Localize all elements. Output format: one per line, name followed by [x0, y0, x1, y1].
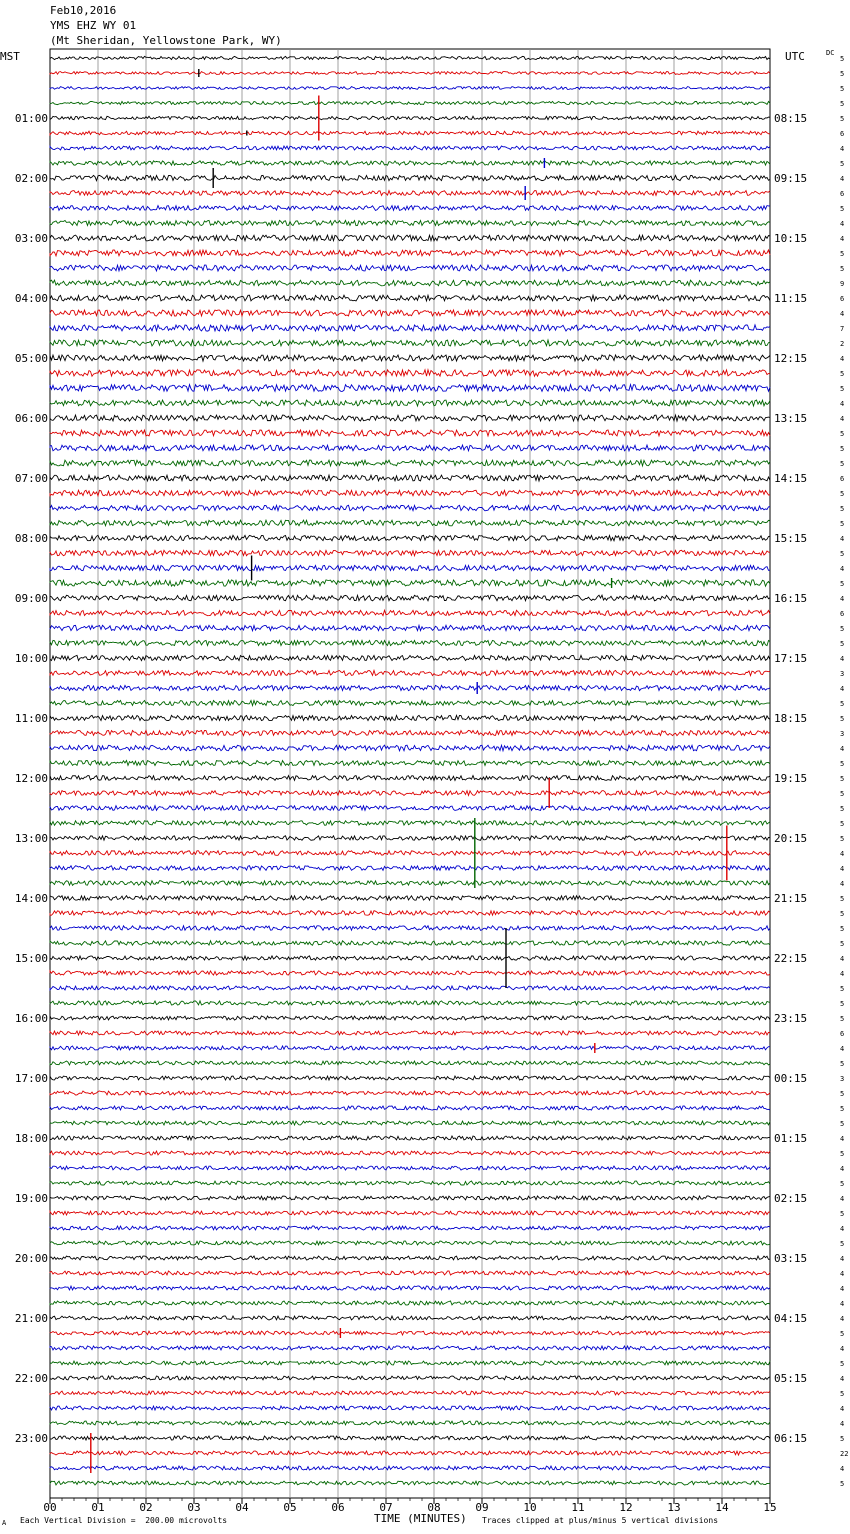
- trace-row: [50, 1031, 770, 1035]
- dc-offset-label: 4: [840, 1255, 845, 1263]
- right-hour-label: 17:15: [774, 652, 808, 665]
- trace-row: [50, 191, 770, 196]
- trace-row: [50, 370, 770, 376]
- dc-offset-label: 5: [840, 1015, 845, 1023]
- dc-offset-label: 4: [840, 595, 845, 603]
- left-hour-label: 21:00: [14, 1312, 48, 1325]
- trace-row: [50, 146, 770, 150]
- trace-row: [50, 836, 770, 841]
- dc-offset-label: 6: [840, 610, 845, 618]
- trace-row: [50, 866, 770, 871]
- dc-offset-label: 4: [840, 880, 845, 888]
- trace-row: [50, 926, 770, 931]
- trace-row: [50, 206, 770, 211]
- right-hour-label: 20:15: [774, 832, 808, 845]
- right-hour-label: 02:15: [774, 1192, 808, 1205]
- right-hour-label: 21:15: [774, 892, 808, 905]
- left-hour-label: 05:00: [14, 352, 48, 365]
- trace-row: [50, 220, 770, 225]
- dc-offset-label: 6: [840, 475, 845, 483]
- dc-offset-label: 5: [840, 1180, 845, 1188]
- dc-offset-label: 4: [840, 1225, 845, 1233]
- dc-offset-label: 4: [840, 1165, 845, 1173]
- dc-offset-label: 3: [840, 730, 845, 738]
- trace-row: [50, 640, 770, 645]
- trace-row: [50, 1361, 770, 1365]
- dc-offset-label: 4: [840, 1285, 845, 1293]
- dc-offset-label: 4: [840, 310, 845, 318]
- dc-offset-label: 4: [840, 415, 845, 423]
- left-hour-label: 23:00: [14, 1432, 48, 1445]
- trace-row: [50, 806, 770, 811]
- right-hour-label: 04:15: [774, 1312, 808, 1325]
- dc-offset-label: 5: [840, 1000, 845, 1008]
- trace-row: [50, 161, 770, 165]
- x-tick-label: 03: [187, 1501, 201, 1514]
- dc-offset-label: 5: [840, 625, 845, 633]
- trace-row: [50, 490, 770, 496]
- dc-offset-label: 3: [840, 1075, 845, 1083]
- trace-row: [50, 821, 770, 826]
- dc-offset-label: 5: [840, 100, 845, 108]
- right-timezone-label: UTC: [785, 50, 805, 63]
- right-hour-label: 22:15: [774, 952, 808, 965]
- trace-row: [50, 715, 770, 720]
- dc-offset-label: 4: [840, 970, 845, 978]
- trace-row: [50, 1076, 770, 1080]
- x-tick-label: 05: [283, 1501, 297, 1514]
- right-hour-label: 18:15: [774, 712, 808, 725]
- dc-offset-label: 5: [840, 910, 845, 918]
- scale-note: Each Vertical Division = 200.00 microvolts: [20, 1516, 228, 1525]
- dc-offset-label: 4: [840, 1345, 845, 1353]
- trace-row: [50, 1436, 770, 1440]
- trace-row: [50, 1481, 770, 1485]
- trace-row: [50, 730, 770, 735]
- dc-offset-label: 22: [840, 1450, 849, 1458]
- trace-row: [50, 1286, 770, 1290]
- right-hour-label: 10:15: [774, 232, 808, 245]
- trace-row: [50, 116, 770, 119]
- trace-row: [50, 1391, 770, 1395]
- trace-row: [50, 670, 770, 675]
- trace-row: [50, 1346, 770, 1350]
- trace-row: [50, 1406, 770, 1410]
- left-hour-label: 01:00: [14, 112, 48, 125]
- right-hour-label: 23:15: [774, 1012, 808, 1025]
- left-hour-label: 22:00: [14, 1372, 48, 1385]
- trace-row: [50, 520, 770, 526]
- trace-row: [50, 685, 770, 690]
- dc-offset-label: 5: [840, 55, 845, 63]
- dc-offset-label: 3: [840, 670, 845, 678]
- dc-offset-label: 5: [840, 895, 845, 903]
- left-hour-label: 10:00: [14, 652, 48, 665]
- left-hour-label: 07:00: [14, 472, 48, 485]
- dc-offset-label: 5: [840, 805, 845, 813]
- trace-row: [50, 250, 770, 256]
- dc-offset-label: 5: [840, 1090, 845, 1098]
- dc-offset-label: 7: [840, 325, 845, 333]
- x-tick-label: 02: [139, 1501, 153, 1514]
- right-hour-label: 00:15: [774, 1072, 808, 1085]
- dc-offset-label: 4: [840, 1420, 845, 1428]
- left-hour-label: 17:00: [14, 1072, 48, 1085]
- dc-offset-label: 5: [840, 925, 845, 933]
- x-tick-label: 11: [571, 1501, 585, 1514]
- dc-offset-label: 5: [840, 1120, 845, 1128]
- header-date: Feb10,2016: [50, 4, 117, 17]
- trace-row: [50, 941, 770, 945]
- left-hour-label: 14:00: [14, 892, 48, 905]
- trace-row: [50, 1451, 770, 1455]
- right-hour-label: 01:15: [774, 1132, 808, 1145]
- trace-row: [50, 1211, 770, 1215]
- dc-offset-label: 4: [840, 1300, 845, 1308]
- left-hour-label: 11:00: [14, 712, 48, 725]
- dc-offset-label: 4: [840, 355, 845, 363]
- right-hour-label: 16:15: [774, 592, 808, 605]
- dc-offset-label: 4: [840, 535, 845, 543]
- dc-offset-label: 6: [840, 130, 845, 138]
- trace-row: [50, 851, 770, 856]
- right-hour-label: 14:15: [774, 472, 808, 485]
- dc-offset-label: 5: [840, 1390, 845, 1398]
- dc-offset-label: 5: [840, 790, 845, 798]
- dc-offset-label: 5: [840, 940, 845, 948]
- dc-offset-label: 5: [840, 1435, 845, 1443]
- dc-offset-label: 4: [840, 175, 845, 183]
- clip-note: Traces clipped at plus/minus 5 vertical divisions: [482, 1516, 719, 1525]
- dc-offset-label: 5: [840, 835, 845, 843]
- dc-offset-label: 5: [840, 1105, 845, 1113]
- left-timezone-label: MST: [0, 50, 20, 63]
- left-hour-label: 12:00: [14, 772, 48, 785]
- right-hour-label: 11:15: [774, 292, 808, 305]
- dc-offset-label: 5: [840, 460, 845, 468]
- left-hour-label: 18:00: [14, 1132, 48, 1145]
- trace-row: [50, 956, 770, 960]
- corner-mark: A: [2, 1519, 7, 1527]
- trace-row: [50, 896, 770, 901]
- trace-row: [50, 550, 770, 555]
- x-tick-label: 06: [331, 1501, 345, 1514]
- x-tick-label: 12: [619, 1501, 633, 1514]
- trace-row: [50, 1136, 770, 1140]
- dc-offset-label: 5: [840, 115, 845, 123]
- trace-row: [50, 881, 770, 886]
- dc-offset-label: 4: [840, 1315, 845, 1323]
- dc-offset-label: 6: [840, 295, 845, 303]
- dc-offset-label: 5: [840, 550, 845, 558]
- dc-offset-label: 5: [840, 760, 845, 768]
- trace-row: [50, 415, 770, 421]
- left-hour-label: 20:00: [14, 1252, 48, 1265]
- dc-offset-label: 4: [840, 1375, 845, 1383]
- dc-offset-label: 4: [840, 745, 845, 753]
- dc-offset-label: 4: [840, 1270, 845, 1278]
- dc-offset-label: 5: [840, 1480, 845, 1488]
- trace-row: [50, 745, 770, 751]
- x-tick-label: 13: [667, 1501, 681, 1514]
- dc-offset-label: 5: [840, 445, 845, 453]
- trace-row: [50, 1256, 770, 1260]
- right-hour-label: 08:15: [774, 112, 808, 125]
- dc-offset-label: 5: [840, 85, 845, 93]
- x-tick-label: 15: [763, 1501, 777, 1514]
- trace-row: [50, 1466, 770, 1470]
- trace-row: [50, 265, 770, 271]
- right-hour-label: 05:15: [774, 1372, 808, 1385]
- trace-row: [50, 87, 770, 90]
- trace-row: [50, 131, 770, 135]
- trace-row: [50, 535, 770, 540]
- trace-row: [50, 295, 770, 301]
- dc-offset-label: 6: [840, 1030, 845, 1038]
- trace-row: [50, 761, 770, 766]
- trace-row: [50, 445, 770, 451]
- dc-offset-label: 5: [840, 520, 845, 528]
- x-tick-label: 04: [235, 1501, 249, 1514]
- dc-offset-label: 5: [840, 1210, 845, 1218]
- trace-row: [50, 400, 770, 406]
- trace-row: [50, 505, 770, 511]
- dc-offset-label: 5: [840, 205, 845, 213]
- left-hour-label: 03:00: [14, 232, 48, 245]
- x-tick-label: 09: [475, 1501, 489, 1514]
- trace-row: [50, 310, 770, 316]
- trace-row: [50, 1226, 770, 1230]
- dc-offset-label: 5: [840, 430, 845, 438]
- trace-row: [50, 1271, 770, 1275]
- trace-row: [50, 1001, 770, 1005]
- trace-row: [50, 1166, 770, 1170]
- trace-row: [50, 1151, 770, 1155]
- header-location: (Mt Sheridan, Yellowstone Park, WY): [50, 34, 282, 47]
- trace-row: [50, 1121, 770, 1125]
- dc-offset-label: 5: [840, 1150, 845, 1158]
- trace-row: [50, 565, 770, 570]
- dc-offset-label: 4: [840, 1465, 845, 1473]
- trace-row: [50, 235, 770, 241]
- trace-row: [50, 1421, 770, 1425]
- dc-offset-label: 6: [840, 190, 845, 198]
- dc-offset-label: 5: [840, 580, 845, 588]
- trace-row: [50, 340, 770, 346]
- dc-offset-label: 5: [840, 265, 845, 273]
- trace-row: [50, 1091, 770, 1095]
- trace-row: [50, 101, 770, 104]
- left-hour-label: 06:00: [14, 412, 48, 425]
- right-hour-label: 19:15: [774, 772, 808, 785]
- trace-row: [50, 986, 770, 990]
- x-tick-label: 01: [91, 1501, 105, 1514]
- trace-row: [50, 325, 770, 331]
- left-hour-label: 15:00: [14, 952, 48, 965]
- dc-offset-label: 5: [840, 700, 845, 708]
- dc-offset-label: 4: [840, 220, 845, 228]
- dc-offset-label: 5: [840, 1330, 845, 1338]
- header-station: YMS EHZ WY 01: [50, 19, 137, 32]
- dc-offset-label: 5: [840, 70, 845, 78]
- dc-offset-label: 4: [840, 850, 845, 858]
- dc-offset-label: 5: [840, 775, 845, 783]
- trace-row: [50, 1376, 770, 1380]
- trace-row: [50, 460, 770, 466]
- dc-offset-label: 5: [840, 985, 845, 993]
- dc-offset-label: 2: [840, 340, 845, 348]
- trace-row: [50, 175, 770, 180]
- left-hour-label: 02:00: [14, 172, 48, 185]
- right-hour-label: 12:15: [774, 352, 808, 365]
- dc-label: DC: [826, 49, 835, 57]
- trace-row: [50, 355, 770, 361]
- dc-offset-label: 4: [840, 400, 845, 408]
- trace-row: [50, 430, 770, 436]
- dc-offset-label: 4: [840, 1135, 845, 1143]
- left-hour-label: 08:00: [14, 532, 48, 545]
- trace-row: [50, 911, 770, 916]
- trace-row: [50, 1196, 770, 1200]
- dc-offset-label: 5: [840, 820, 845, 828]
- dc-offset-label: 4: [840, 955, 845, 963]
- trace-row: [50, 1046, 770, 1050]
- trace-row: [50, 625, 770, 630]
- trace-row: [50, 971, 770, 975]
- left-hour-label: 13:00: [14, 832, 48, 845]
- x-tick-label: 10: [523, 1501, 537, 1514]
- trace-row: [50, 701, 770, 706]
- trace-row: [50, 655, 770, 660]
- trace-row: [50, 1316, 770, 1320]
- trace-row: [50, 791, 770, 796]
- trace-row: [50, 595, 770, 601]
- trace-row: [50, 385, 770, 392]
- trace-row: [50, 475, 770, 481]
- trace-row: [50, 1331, 770, 1335]
- trace-row: [50, 1061, 770, 1065]
- trace-row: [50, 280, 770, 286]
- right-hour-label: 15:15: [774, 532, 808, 545]
- dc-offset-label: 4: [840, 1045, 845, 1053]
- dc-offset-label: 5: [840, 385, 845, 393]
- dc-offset-label: 5: [840, 1240, 845, 1248]
- left-hour-label: 04:00: [14, 292, 48, 305]
- trace-row: [50, 1241, 770, 1245]
- trace-row: [50, 1181, 770, 1185]
- dc-offset-label: 5: [840, 1060, 845, 1068]
- left-hour-label: 16:00: [14, 1012, 48, 1025]
- dc-offset-label: 5: [840, 250, 845, 258]
- trace-row: [50, 1016, 770, 1020]
- trace-row: [50, 776, 770, 781]
- dc-offset-label: 4: [840, 1405, 845, 1413]
- dc-offset-label: 5: [840, 1360, 845, 1368]
- right-hour-label: 09:15: [774, 172, 808, 185]
- left-hour-label: 19:00: [14, 1192, 48, 1205]
- x-tick-label: 07: [379, 1501, 393, 1514]
- dc-offset-label: 4: [840, 145, 845, 153]
- dc-offset-label: 4: [840, 235, 845, 243]
- trace-row: [50, 1301, 770, 1305]
- dc-offset-label: 4: [840, 565, 845, 573]
- right-hour-label: 13:15: [774, 412, 808, 425]
- trace-row: [50, 580, 770, 586]
- x-tick-label: 14: [715, 1501, 729, 1514]
- dc-offset-label: 9: [840, 280, 845, 288]
- dc-offset-label: 4: [840, 1195, 845, 1203]
- dc-offset-label: 5: [840, 505, 845, 513]
- dc-offset-label: 5: [840, 490, 845, 498]
- dc-offset-label: 5: [840, 370, 845, 378]
- trace-row: [50, 1106, 770, 1110]
- right-hour-label: 03:15: [774, 1252, 808, 1265]
- dc-offset-label: 4: [840, 655, 845, 663]
- left-hour-label: 09:00: [14, 592, 48, 605]
- dc-offset-label: 5: [840, 160, 845, 168]
- dc-offset-label: 5: [840, 715, 845, 723]
- dc-offset-label: 4: [840, 865, 845, 873]
- x-axis-title: TIME (MINUTES): [374, 1512, 467, 1525]
- trace-row: [50, 610, 770, 615]
- x-tick-label: 08: [427, 1501, 441, 1514]
- dc-offset-label: 4: [840, 685, 845, 693]
- trace-row: [50, 56, 770, 59]
- trace-row: [50, 72, 770, 75]
- right-hour-label: 06:15: [774, 1432, 808, 1445]
- dc-offset-label: 5: [840, 640, 845, 648]
- x-tick-label: 00: [43, 1501, 57, 1514]
